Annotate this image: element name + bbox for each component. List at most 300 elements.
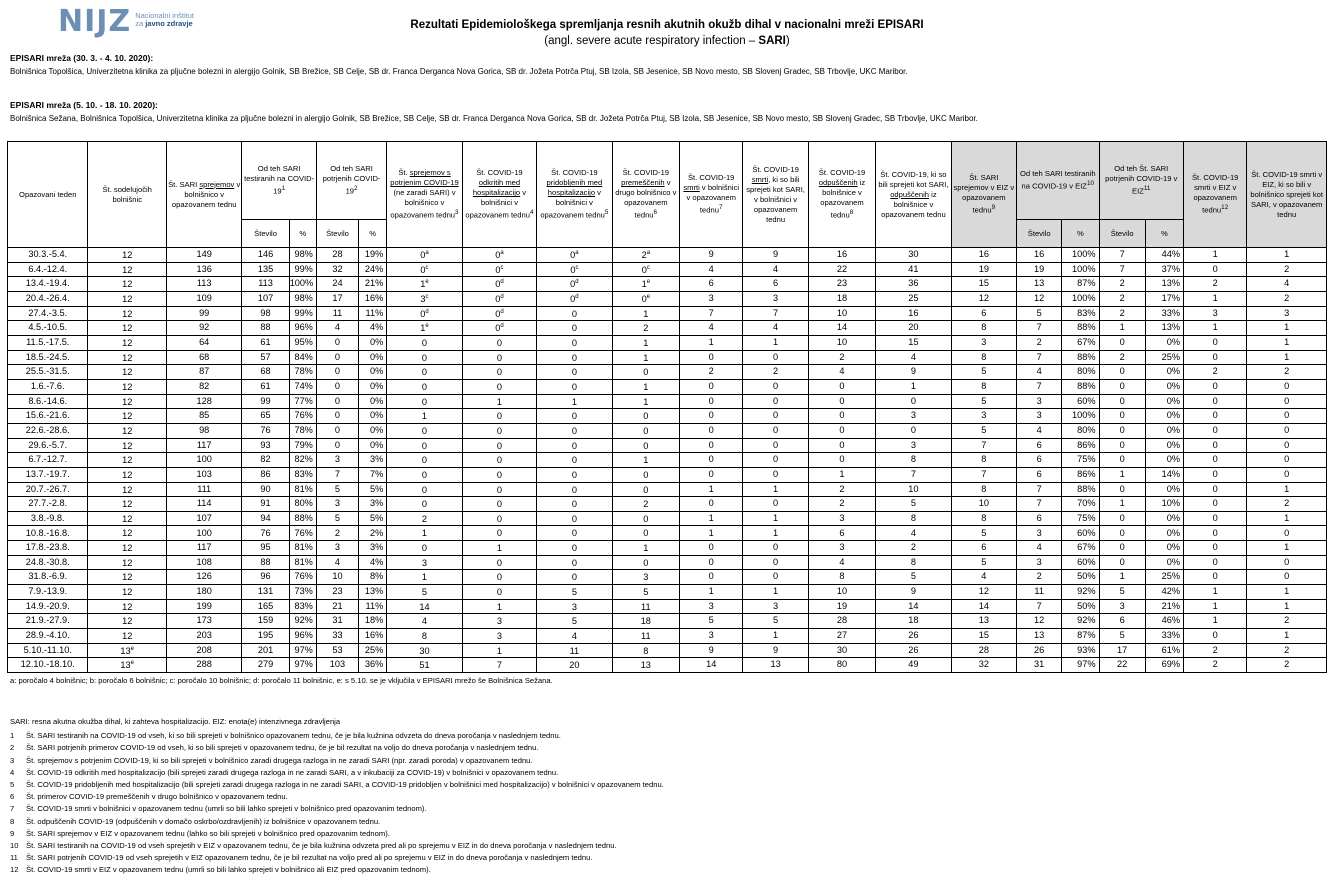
table-cell: 3	[1017, 394, 1062, 409]
table-cell: 1	[387, 570, 462, 585]
table-cell: 8	[951, 321, 1016, 336]
table-cell: 1	[462, 599, 536, 614]
subcol-stevilo: Število	[242, 220, 289, 248]
table-row	[8, 570, 1327, 585]
table-cell: 12	[88, 394, 166, 409]
table-row	[8, 379, 1327, 394]
table-cell: 22.6.-28.6.	[8, 423, 88, 438]
table-cell: 7	[876, 467, 951, 482]
table-cell: 11	[612, 599, 679, 614]
table-cell: 0	[462, 438, 536, 453]
table-cell: 2	[808, 482, 875, 497]
table-cell: 0%	[359, 379, 387, 394]
table-cell: 1	[743, 482, 808, 497]
table-cell: 0	[680, 467, 743, 482]
table-cell: 4	[1017, 423, 1062, 438]
table-cell: 13	[612, 658, 679, 673]
table-cell: 14	[951, 599, 1016, 614]
table-row	[8, 643, 1327, 658]
table-cell: 0	[743, 423, 808, 438]
table-cell: 7	[1099, 248, 1145, 263]
table-cell: 2	[1247, 365, 1327, 380]
table-cell: 4%	[359, 555, 387, 570]
table-cell: 13	[1017, 277, 1062, 292]
table-cell: 103	[316, 658, 358, 673]
table-cell: 0	[680, 497, 743, 512]
table-cell: 8	[951, 350, 1016, 365]
table-cell: 4	[387, 614, 462, 629]
table-cell: 98%	[289, 291, 316, 306]
table-cell: 12	[88, 277, 166, 292]
footnote-reporting: a: poročalo 4 bolnišnic; b: poročalo 6 bolnišnic; c: poročalo 10 bolnišnic; d: poročalo 11 bolnišnic, e: s 5.10. se je vključila v EPISARI mrežo še Bolnišnica Sežana.	[10, 676, 553, 685]
table-cell: 0	[537, 350, 612, 365]
table-cell: 20	[876, 321, 951, 336]
table-cell: 114	[166, 497, 241, 512]
table-cell: 109	[166, 291, 241, 306]
table-cell: 2	[808, 497, 875, 512]
table-cell: 3	[1017, 409, 1062, 424]
table-cell: 0	[316, 394, 358, 409]
subcol-pct: %	[289, 220, 316, 248]
table-cell: 80%	[1062, 365, 1099, 380]
table-cell: 3	[808, 511, 875, 526]
table-cell: 3	[951, 335, 1016, 350]
table-cell: 7	[1017, 350, 1062, 365]
table-cell: 36%	[359, 658, 387, 673]
table-cell: 103	[166, 467, 241, 482]
table-cell: 5	[951, 423, 1016, 438]
table-cell: 12	[88, 321, 166, 336]
table-cell: 100%	[1062, 291, 1099, 306]
table-cell: 14.9.-20.9.	[8, 599, 88, 614]
table-cell: 90	[242, 482, 289, 497]
table-cell: 95%	[289, 335, 316, 350]
table-cell: 3	[951, 409, 1016, 424]
table-cell: 16%	[359, 629, 387, 644]
table-cell: 7	[1099, 262, 1145, 277]
table-cell: 0	[808, 394, 875, 409]
table-cell: 0	[876, 423, 951, 438]
table-cell: 8	[951, 511, 1016, 526]
table-cell: 29.6.-5.7.	[8, 438, 88, 453]
table-cell: 8	[808, 570, 875, 585]
table-cell: 0%	[359, 350, 387, 365]
table-cell: 0%	[1145, 555, 1183, 570]
table-cell: 19	[1017, 262, 1062, 277]
table-cell: 88%	[1062, 482, 1099, 497]
table-cell: 1	[462, 541, 536, 556]
table-cell: 7	[743, 306, 808, 321]
table-cell: 1e	[387, 277, 462, 292]
table-cell: 53	[316, 643, 358, 658]
table-cell: 3	[316, 497, 358, 512]
table-cell: 4	[808, 365, 875, 380]
table-cell: 0$^d$	[462, 306, 536, 321]
table-cell: 21%	[359, 277, 387, 292]
table-cell: 4%	[359, 321, 387, 336]
table-row	[8, 291, 1327, 306]
col-eiz-testiranih: Od teh SARI testiranih na COVID-19 v EIZ$^{10}$	[1017, 142, 1099, 220]
table-cell: 0	[680, 379, 743, 394]
table-cell: 12	[88, 482, 166, 497]
table-cell: 3%	[359, 453, 387, 468]
subcol-stevilo: Število	[316, 220, 358, 248]
table-cell: 96%	[289, 321, 316, 336]
table-cell: 28	[951, 643, 1016, 658]
table-cell: 88%	[1062, 321, 1099, 336]
table-cell: 8	[951, 379, 1016, 394]
table-cell: 60%	[1062, 555, 1099, 570]
table-cell: 2	[808, 350, 875, 365]
table-cell: 0	[387, 438, 462, 453]
table-cell: 16	[808, 248, 875, 263]
table-cell: 0	[1184, 262, 1247, 277]
table-cell: 30	[808, 643, 875, 658]
network-2-hospitals: Bolnišnica Sežana, Bolnišnica Topolšica, Univerzitetna klinika za pljučne bolezni in alergijo Golnik, SB Brežice, SB Celje, SB dr. Franca Derganca Nova Gorica, SB dr. Jožeta Potrča Ptuj, SB Izola, SB Jesenice, SB Novo mesto, SB Slovenj Gradec, SB Trbovlje, UKC Maribor.	[10, 114, 978, 123]
table-cell: 0	[316, 409, 358, 424]
table-cell: 0	[537, 511, 612, 526]
table-cell: 12	[88, 497, 166, 512]
table-cell: 12	[951, 585, 1016, 600]
table-cell: 12	[88, 438, 166, 453]
table-row	[8, 365, 1327, 380]
table-cell: 92%	[1062, 614, 1099, 629]
table-cell: 8%	[359, 570, 387, 585]
table-cell: 5	[951, 526, 1016, 541]
table-cell: 113	[242, 277, 289, 292]
table-cell: 10	[876, 482, 951, 497]
table-cell: 149	[166, 248, 241, 263]
table-cell: 0	[1099, 365, 1145, 380]
table-cell: 159	[242, 614, 289, 629]
table-cell: 0	[316, 335, 358, 350]
table-cell: 0	[537, 467, 612, 482]
table-cell: 20.7.-26.7.	[8, 482, 88, 497]
table-cell: 1	[612, 306, 679, 321]
table-cell: 12	[88, 335, 166, 350]
table-row	[8, 350, 1327, 365]
table-row	[8, 526, 1327, 541]
table-cell: 22	[808, 262, 875, 277]
table-cell: 87%	[1062, 629, 1099, 644]
report-subtitle: (angl. severe acute respiratory infection – SARI)	[544, 35, 790, 47]
table-cell: 3	[1017, 555, 1062, 570]
table-cell: 0	[387, 335, 462, 350]
table-cell: 10%	[1145, 497, 1183, 512]
logo-wordmark: NIJZ	[58, 4, 132, 39]
table-cell: 0	[387, 453, 462, 468]
table-cell: 0	[612, 555, 679, 570]
table-cell: 113	[166, 277, 241, 292]
table-cell: 17.8.-23.8.	[8, 541, 88, 556]
table-row	[8, 497, 1327, 512]
table-cell: 11%	[359, 599, 387, 614]
table-cell: 92%	[289, 614, 316, 629]
table-cell: 2	[1099, 350, 1145, 365]
table-cell: 6	[1017, 467, 1062, 482]
table-cell: 100%	[289, 277, 316, 292]
table-cell: 16	[876, 306, 951, 321]
table-cell: 32	[951, 658, 1016, 673]
table-cell: 3%	[359, 541, 387, 556]
col-premescenih: Št. COVID-19 premeščenih v drugo bolnišnico v opazovanem tednu$^6$	[612, 142, 679, 248]
table-cell: 0	[537, 306, 612, 321]
table-cell: 83%	[289, 599, 316, 614]
table-cell: 0	[462, 335, 536, 350]
table-cell: 15	[876, 335, 951, 350]
legend-item: 5 Št. COVID-19 pridobljenih med hospitalizacijo (bili sprejeti zaradi drugega razloga in ne zaradi SARI, a COVID-19 pridobljen v bolnišnici med hospitalizacijo) v bolnišnici v opazovanem tednu.	[10, 780, 664, 790]
table-cell: 0	[316, 365, 358, 380]
table-cell: 6	[1017, 511, 1062, 526]
table-cell: 88	[242, 555, 289, 570]
col-potrjenih: Od teh SARI potrjenih COVID-$19^2$	[316, 142, 386, 220]
legend-item: 4 Št. COVID-19 odkritih med hospitalizacijo (bili sprejeti zaradi drugega razloga in ne zaradi SARI, a v inkubaciji za COVID-19) v bolnišnici v opazovanem tednu.	[10, 767, 559, 777]
table-cell: 0	[1184, 453, 1247, 468]
table-cell: 98%	[289, 248, 316, 263]
legend-item: 6 Št. primerov COVID-19 premeščenih v drugo bolnišnico v opazovanem tednu.	[10, 792, 288, 802]
table-cell: 15	[951, 629, 1016, 644]
table-cell: 13	[743, 658, 808, 673]
table-cell: 1e	[612, 277, 679, 292]
table-cell: 2	[316, 526, 358, 541]
table-cell: 6	[951, 541, 1016, 556]
subcol-pct: %	[359, 220, 387, 248]
table-cell: 65	[242, 409, 289, 424]
table-cell: 0	[808, 409, 875, 424]
table-cell: 5	[680, 614, 743, 629]
network-1-hospitals: Bolnišnica Topolšica, Univerzitetna klinika za pljučne bolezni in alergijo Golnik, SB Brežice, SB Celje, SB dr. Franca Derganca Nova Gorica, SB dr. Jožeta Potrča Ptuj, SB Izola, SB Jesenice, SB Novo mesto, SB Slovenj Gradec, SB Trbovlje, UKC Maribor.	[10, 67, 908, 76]
col-odkritih: Št. COVID-19 odkritih med hospitalizacijo v bolnišnici v opazovanem tednu$^4$	[462, 142, 536, 248]
table-cell: 12	[88, 599, 166, 614]
table-cell: 99	[166, 306, 241, 321]
table-cell: 2	[743, 365, 808, 380]
table-cell: 7	[1017, 321, 1062, 336]
table-cell: 0	[680, 394, 743, 409]
table-cell: 88%	[289, 511, 316, 526]
table-cell: 0	[462, 570, 536, 585]
table-cell: 0	[808, 453, 875, 468]
table-cell: 1	[1184, 599, 1247, 614]
table-cell: 30	[876, 248, 951, 263]
table-cell: 16	[1017, 248, 1062, 263]
table-cell: 21%	[1145, 599, 1183, 614]
table-cell: 2	[876, 541, 951, 556]
table-cell: 0	[537, 438, 612, 453]
table-cell: 92%	[1062, 585, 1099, 600]
table-cell: 1	[680, 482, 743, 497]
table-cell: 14	[808, 321, 875, 336]
table-cell: 0	[387, 365, 462, 380]
table-cell: 5	[951, 365, 1016, 380]
table-cell: 3	[1247, 306, 1327, 321]
table-cell: 5	[1099, 629, 1145, 644]
table-cell: 67%	[1062, 541, 1099, 556]
table-cell: 8	[951, 453, 1016, 468]
table-cell: 3	[1184, 306, 1247, 321]
table-cell: 165	[242, 599, 289, 614]
table-cell: 288	[166, 658, 241, 673]
table-cell: 10	[808, 335, 875, 350]
table-cell: 180	[166, 585, 241, 600]
table-cell: 13e	[88, 643, 166, 658]
table-cell: 1	[537, 394, 612, 409]
table-cell: 12	[88, 511, 166, 526]
table-cell: 0	[537, 379, 612, 394]
table-cell: 26	[876, 629, 951, 644]
table-cell: 208	[166, 643, 241, 658]
table-cell: 99	[242, 394, 289, 409]
table-cell: 0$^c$	[387, 262, 462, 277]
table-cell: 0%	[359, 394, 387, 409]
table-cell: 25	[876, 291, 951, 306]
table-cell: 5	[951, 555, 1016, 570]
table-cell: 2	[1017, 335, 1062, 350]
table-cell: 0	[537, 453, 612, 468]
table-cell: 0	[1184, 423, 1247, 438]
table-cell: 1	[680, 335, 743, 350]
table-cell: 99%	[289, 306, 316, 321]
table-cell: 36	[876, 277, 951, 292]
table-cell: 1.6.-7.6.	[8, 379, 88, 394]
table-cell: 0	[462, 555, 536, 570]
table-cell: 9	[743, 248, 808, 263]
table-cell: 19	[951, 262, 1016, 277]
table-cell: 5	[316, 482, 358, 497]
table-cell: 7	[1017, 599, 1062, 614]
table-cell: 4	[537, 629, 612, 644]
table-cell: 8	[876, 555, 951, 570]
table-cell: 25.5.-31.5.	[8, 365, 88, 380]
table-cell: 33%	[1145, 629, 1183, 644]
table-cell: 8	[876, 453, 951, 468]
table-cell: 10	[808, 306, 875, 321]
legend-item: 12 Št. COVID-19 smrti v EIZ v opazovanem tednu (umrli so bili lahko sprejeti v bolnišnico ali EIZ pred opazovanim tednom).	[10, 865, 431, 875]
table-cell: 95	[242, 541, 289, 556]
table-cell: 1	[612, 541, 679, 556]
table-cell: 0	[316, 379, 358, 394]
table-cell: 0	[462, 497, 536, 512]
table-cell: 0	[1184, 409, 1247, 424]
table-cell: 2	[612, 497, 679, 512]
table-cell: 14	[680, 658, 743, 673]
table-cell: 0	[612, 482, 679, 497]
col-sprejemov: Št. SARI sprejemov v bolnišnico v opazovanem tednu	[166, 142, 241, 248]
table-cell: 0	[743, 541, 808, 556]
table-cell: 0	[876, 394, 951, 409]
table-cell: 0	[1184, 541, 1247, 556]
table-cell: 0	[612, 423, 679, 438]
table-cell: 0$^a$	[537, 248, 612, 263]
table-cell: 0%	[359, 438, 387, 453]
table-cell: 195	[242, 629, 289, 644]
legend	[10, 716, 664, 877]
table-cell: 0	[1184, 350, 1247, 365]
table-row	[8, 394, 1327, 409]
subcol-stevilo: Število	[1099, 220, 1145, 248]
table-cell: 60%	[1062, 526, 1099, 541]
table-cell: 68	[242, 365, 289, 380]
table-cell: 33	[316, 629, 358, 644]
table-cell: 18	[876, 614, 951, 629]
table-cell: 0	[1184, 511, 1247, 526]
table-cell: 1	[743, 526, 808, 541]
table-cell: 0$^d$	[462, 291, 536, 306]
table-cell: 93	[242, 438, 289, 453]
table-cell: 0$^d$	[462, 321, 536, 336]
table-cell: 0	[1247, 438, 1327, 453]
table-cell: 79%	[289, 438, 316, 453]
table-cell: 0	[743, 379, 808, 394]
table-cell: 0$^d$	[462, 277, 536, 292]
table-cell: 12	[88, 423, 166, 438]
col-odpuscenih: Št. COVID-19 odpuščenih iz bolnišnice v opazovanem tednu$^8$	[808, 142, 875, 248]
table-cell: 24.8.-30.8.	[8, 555, 88, 570]
table-cell: 30	[387, 643, 462, 658]
table-cell: 11%	[359, 306, 387, 321]
table-cell: 0	[462, 482, 536, 497]
table-cell: 30.3.-5.4.	[8, 248, 88, 263]
table-cell: 18	[612, 614, 679, 629]
table-cell: 12	[88, 629, 166, 644]
table-cell: 2$^a$	[612, 248, 679, 263]
table-cell: 86%	[1062, 438, 1099, 453]
table-cell: 28	[316, 248, 358, 263]
table-cell: 82	[242, 453, 289, 468]
table-cell: 2	[612, 321, 679, 336]
table-cell: 5	[316, 511, 358, 526]
table-cell: 0	[387, 379, 462, 394]
table-cell: 3	[316, 541, 358, 556]
table-cell: 6	[808, 526, 875, 541]
legend-item: 2 Št. SARI potrjenih primerov COVID-19 od vseh, ki so bili sprejeti v opazovanem tednu, če je bil rezultat na voljo do dneva poročanja v naslednjem tednu.	[10, 743, 539, 753]
table-cell: 0	[1184, 467, 1247, 482]
table-cell: 4	[876, 350, 951, 365]
table-cell: 0	[537, 570, 612, 585]
table-cell: 4	[951, 570, 1016, 585]
table-cell: 1	[1247, 585, 1327, 600]
table-cell: 87	[166, 365, 241, 380]
table-cell: 0	[1184, 629, 1247, 644]
table-cell: 199	[166, 599, 241, 614]
table-cell: 0	[537, 497, 612, 512]
table-cell: 2	[1247, 614, 1327, 629]
table-cell: 69%	[1145, 658, 1183, 673]
table-cell: 12	[88, 409, 166, 424]
table-cell: 0	[680, 570, 743, 585]
table-cell: 0	[1099, 409, 1145, 424]
table-cell: 2	[1247, 497, 1327, 512]
table-cell: 0	[1099, 541, 1145, 556]
table-cell: 5.10.-11.10.	[8, 643, 88, 658]
table-cell: 6.7.-12.7.	[8, 453, 88, 468]
table-cell: 0%	[1145, 379, 1183, 394]
table-cell: 18%	[359, 614, 387, 629]
subcol-pct: %	[1062, 220, 1099, 248]
table-cell: 1	[680, 585, 743, 600]
table-cell: 0	[1247, 453, 1327, 468]
table-cell: 0	[743, 394, 808, 409]
table-cell: 0	[612, 365, 679, 380]
table-cell: 201	[242, 643, 289, 658]
table-cell: 88	[242, 321, 289, 336]
table-cell: 0	[537, 541, 612, 556]
table-row	[8, 409, 1327, 424]
table-cell: 0	[462, 409, 536, 424]
table-cell: 279	[242, 658, 289, 673]
table-cell: 7	[951, 438, 1016, 453]
table-cell: 8.6.-14.6.	[8, 394, 88, 409]
table-cell: 1	[1099, 497, 1145, 512]
